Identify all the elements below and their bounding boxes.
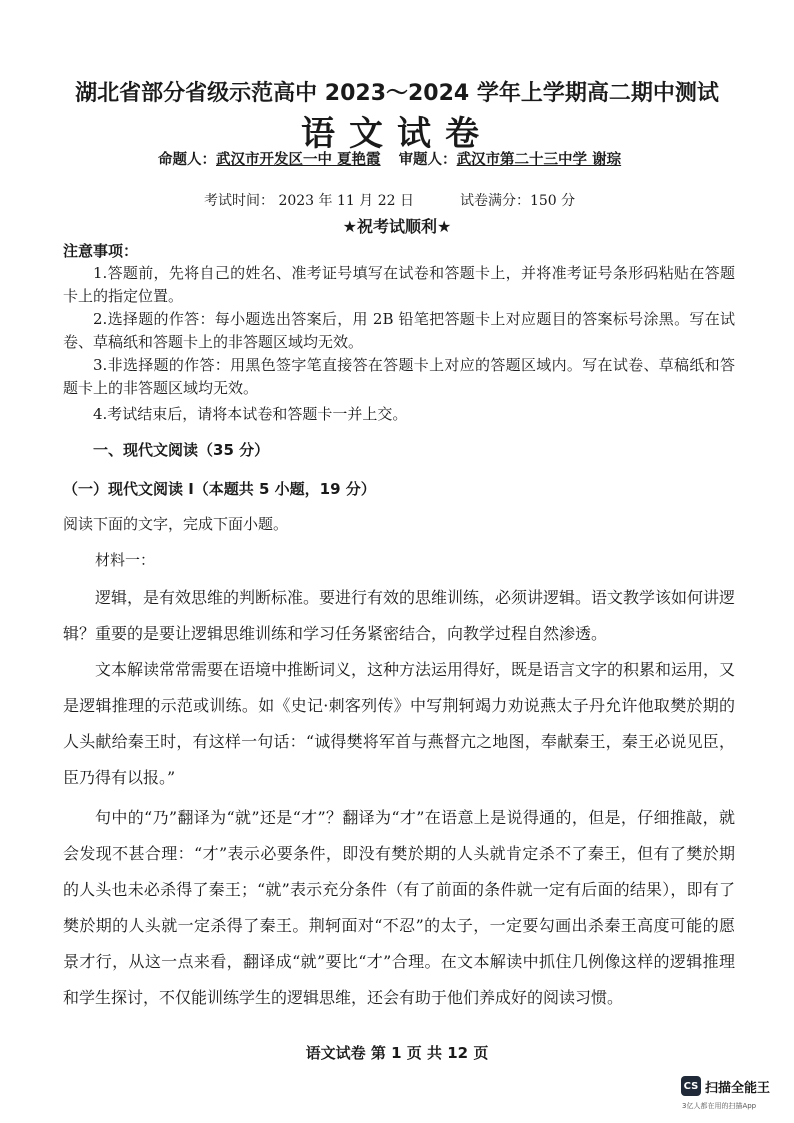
full-score: 试卷满分：150 分 xyxy=(459,193,576,209)
reading-instruction: 阅读下面的文字，完成下面小题。 xyxy=(63,515,289,533)
notice-item-3: 3.非选择题的作答：用黑色签字笔直接答在答题卡上对应的答题区域内。写在试卷、草稿纸和答题卡上的非答题区域均无效。 xyxy=(63,356,735,397)
reviewer-name: 武汉市第二十三中学 谢琮 xyxy=(456,152,622,168)
material-label: 材料一： xyxy=(95,551,156,569)
camscanner-logo-icon: CS xyxy=(681,1076,701,1096)
notice-item-4: 4.考试结束后，请将本试卷和答题卡一并上交。 xyxy=(93,405,408,423)
part1-sub-heading: （一）现代文阅读 I（本题共 5 小题，19 分） xyxy=(63,480,376,498)
notice-item-2: 2.选择题的作答：每小题选出答案后，用 2B 铅笔把答题卡上对应题目的答案标号涂黑。写在试卷、草稿纸和答题卡上的非答题区域均无效。 xyxy=(63,310,735,351)
exam-title: 湖北省部分省级示范高中 2023～2024 学年上学期高二期中测试 xyxy=(75,81,719,106)
body-paragraph-3: 句中的“乃”翻译为“就”还是“才”？翻译为“才”在语意上是说得通的，但是，仔细推敲，就会发现不甚合理：“才”表示必要条件，即没有樊於期的人头就肯定杀不了秦王，但有了樊於期的人头也未必杀得了秦王；“就”表示充分条件（有了前面的条件就一定有后面的结果），即有了樊於期的人头就一定杀得了秦王。荆轲面对“不忍”的太子，一定要勾画出杀秦王高度可能的愿景才行，从这一点来看，翻译成“就”要比“才”合理。在文本解读中抓住几例像这样的逻辑推理和学生探讨，不仅能训练学生的逻辑思维，还会有助于他们养成好的阅读习惯。 xyxy=(63,808,735,1007)
notice-item-1: 1.答题前，先将自己的姓名、准考证号填写在试卷和答题卡上，并将准考证号条形码粘贴在答题卡上的指定位置。 xyxy=(63,264,735,305)
blessing: ★祝考试顺利★ xyxy=(342,217,452,236)
exam-time: 考试时间： 2023 年 11 月 22 日 xyxy=(204,193,414,209)
page-footer: 语文试卷 第 1 页 共 12 页 xyxy=(305,1044,489,1062)
subject-title: 语文试卷 xyxy=(301,114,493,154)
part1-heading: 一、现代文阅读（35 分） xyxy=(93,441,270,459)
exam-info xyxy=(204,190,575,210)
scanner-watermark xyxy=(681,1076,770,1096)
author-line xyxy=(158,148,621,169)
notice-title: 注意事项： xyxy=(63,242,139,260)
author-label: 命题人： xyxy=(158,152,216,168)
reviewer-label: 审题人： xyxy=(398,152,457,168)
body-paragraph-1: 逻辑，是有效思维的判断标准。要进行有效的思维训练，必须讲逻辑。语文教学该如何讲逻辑？重要的是要让逻辑思维训练和学习任务紧密结合，向教学过程自然渗透。 xyxy=(63,588,736,643)
author-name: 武汉市开发区一中 夏艳霞 xyxy=(216,152,381,168)
scanner-tagline: 3亿人都在用的扫描App xyxy=(682,1102,757,1110)
scanner-app-name: 扫描全能王 xyxy=(705,1080,771,1096)
body-paragraph-2: 文本解读常常需要在语境中推断词义，这种方法运用得好，既是语言文字的积累和运用，又是逻辑推理的示范或训练。如《史记·刺客列传》中写荆轲竭力劝说燕太子丹允许他取樊於期的人头献给秦王时，有这样一句话：“诚得樊将军首与燕督亢之地图，奉献秦王，秦王必说见臣，臣乃得有以报。” xyxy=(63,660,736,787)
